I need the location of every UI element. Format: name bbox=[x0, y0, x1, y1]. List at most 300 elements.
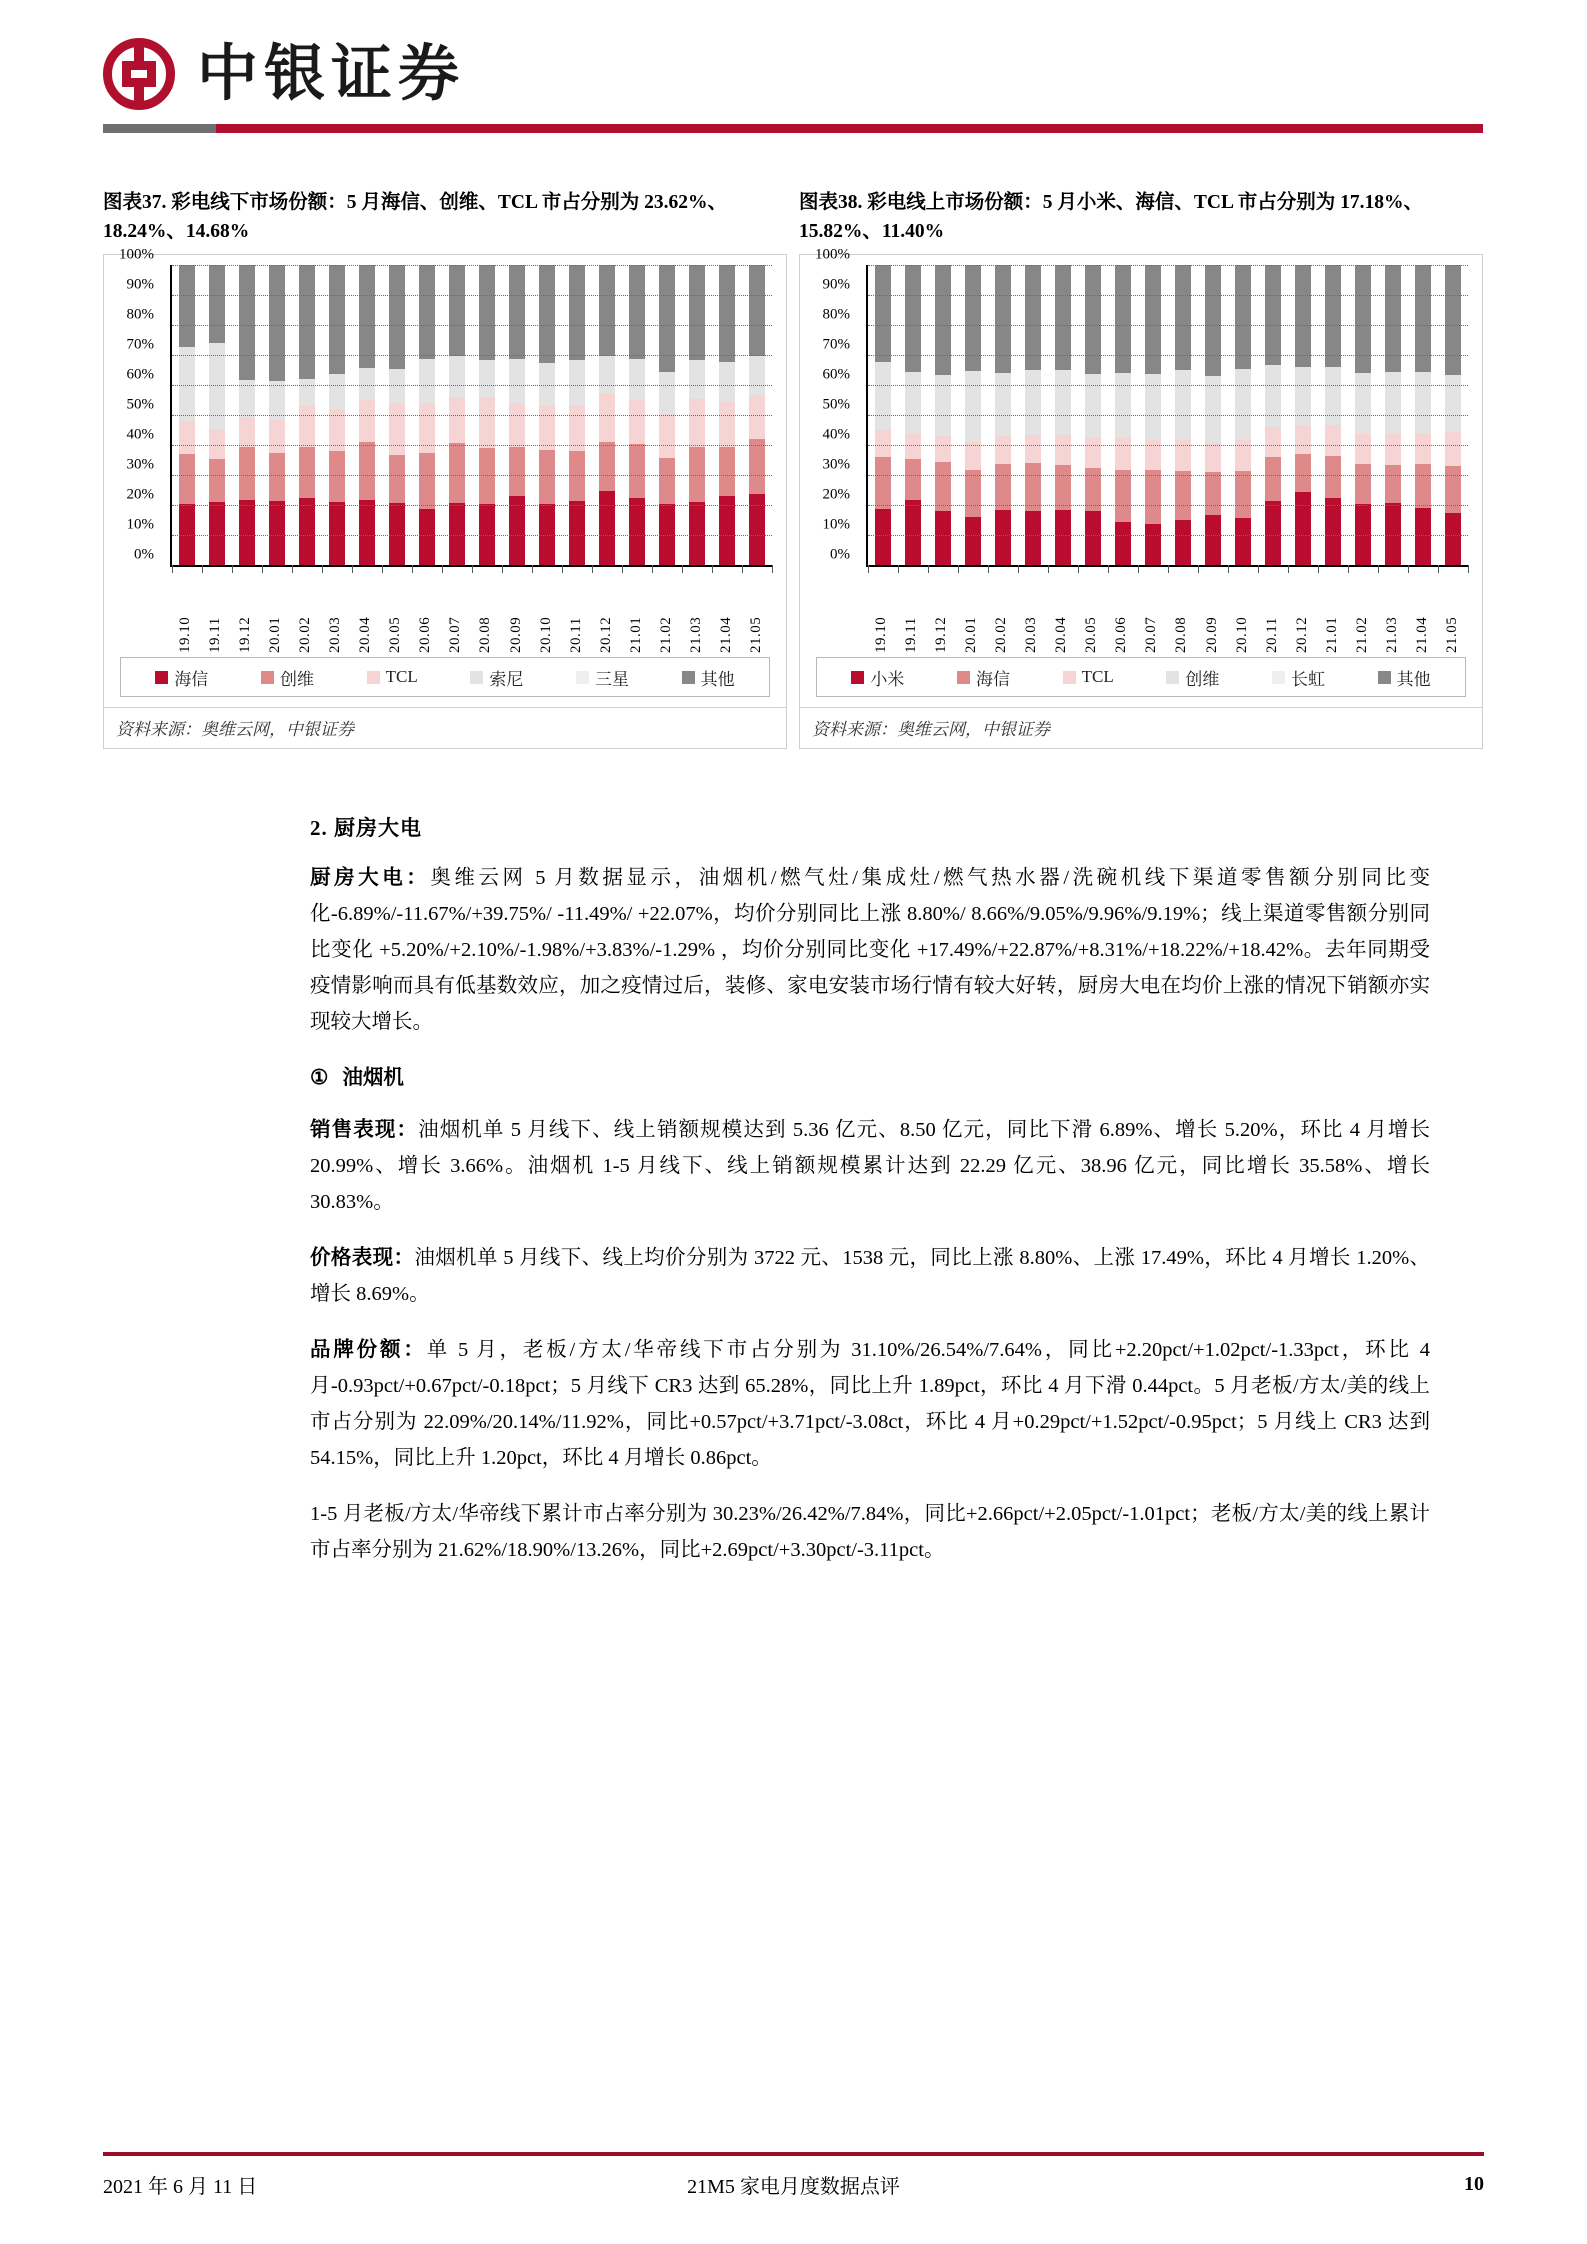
bar-segment bbox=[1025, 370, 1042, 435]
legend-item bbox=[367, 667, 418, 687]
bar-segment bbox=[719, 362, 736, 403]
figure-37-legend bbox=[120, 657, 770, 697]
paragraph-sales-performance bbox=[310, 1112, 1430, 1220]
y-tick-label: 40% bbox=[126, 426, 154, 443]
bar-segment bbox=[299, 406, 316, 447]
bar-segment bbox=[1115, 522, 1132, 565]
x-tick-label: 20.05 bbox=[1083, 616, 1100, 653]
bar-segment bbox=[1115, 438, 1132, 470]
bar-segment bbox=[1445, 375, 1462, 432]
bar-segment bbox=[965, 371, 982, 442]
legend-item bbox=[1063, 667, 1114, 687]
bar-segment bbox=[1325, 425, 1342, 456]
legend-swatch-icon bbox=[261, 671, 274, 684]
figure-38-y-axis bbox=[800, 246, 856, 563]
bar-segment bbox=[239, 265, 256, 380]
bar-segment bbox=[569, 265, 586, 360]
gridline bbox=[868, 445, 1468, 446]
gridline bbox=[172, 325, 772, 326]
bar-segment bbox=[509, 496, 526, 565]
footer-date: 2021 年 6 月 11 日 bbox=[103, 2176, 258, 2198]
bar-segment bbox=[1205, 515, 1222, 565]
figure-37-title: 图表37. 彩电线下市场份额：5 月海信、创维、TCL 市占分别为 23.62%、18.24%、14.68% bbox=[103, 192, 728, 242]
legend-swatch-icon bbox=[682, 671, 695, 684]
legend-swatch-icon bbox=[1063, 671, 1076, 684]
bar-segment bbox=[599, 491, 616, 565]
bar-segment bbox=[995, 436, 1012, 464]
bar-segment bbox=[299, 265, 316, 379]
x-tick-label: 20.02 bbox=[296, 616, 313, 653]
legend-swatch-icon bbox=[1378, 671, 1391, 684]
bar-segment bbox=[1145, 470, 1162, 524]
bar-segment bbox=[1085, 511, 1102, 565]
figure-38-source: 资料来源：奥维云网，中银证券 bbox=[800, 707, 1482, 748]
x-tick-label: 20.10 bbox=[537, 616, 554, 653]
bar-segment bbox=[1115, 265, 1132, 373]
bar-segment bbox=[629, 359, 646, 400]
bar-segment bbox=[599, 393, 616, 442]
y-tick-label: 80% bbox=[822, 306, 850, 323]
bar-segment bbox=[659, 458, 676, 504]
legend-swatch-icon bbox=[470, 671, 483, 684]
bar-segment bbox=[449, 397, 466, 443]
y-tick-label: 80% bbox=[126, 306, 154, 323]
paragraph-2-text: 油烟机单 5 月线下、线上销额规模达到 5.36 亿元、8.50 亿元，同比下滑 6.89%、增长 5.20%，环比 4 月增长 20.99%、增长 3.66%。油烟机 1-5 月线下、线上销额规模累计达到 22.29 亿元、38.96 亿元，同比增长 35.58%、增长 30.83%。 bbox=[310, 1119, 1431, 1213]
figure-38-plot bbox=[866, 265, 1468, 567]
bar-segment bbox=[359, 265, 376, 368]
paragraph-brand-share bbox=[310, 1332, 1430, 1476]
bar-segment bbox=[239, 447, 256, 500]
bar-segment bbox=[569, 501, 586, 565]
bar-segment bbox=[1415, 433, 1432, 464]
bar-segment bbox=[329, 374, 346, 409]
bar-segment bbox=[479, 265, 496, 360]
legend-swatch-icon bbox=[1166, 671, 1179, 684]
bar-segment bbox=[269, 265, 286, 381]
legend-item bbox=[261, 665, 314, 690]
bar-segment bbox=[599, 356, 616, 394]
gridline bbox=[868, 265, 1468, 266]
bar-segment bbox=[269, 453, 286, 501]
bar-segment bbox=[569, 405, 586, 451]
page-footer bbox=[103, 2152, 1484, 2199]
bar-segment bbox=[965, 470, 982, 517]
bar-segment bbox=[389, 369, 406, 403]
gridline bbox=[868, 325, 1468, 326]
legend-swatch-icon bbox=[576, 671, 589, 684]
page-header bbox=[0, 0, 1587, 175]
legend-label: TCL bbox=[1081, 667, 1114, 686]
gridline bbox=[868, 475, 1468, 476]
paragraph-kitchen-overview bbox=[310, 860, 1430, 1040]
bar-segment bbox=[995, 510, 1012, 566]
gridline bbox=[868, 295, 1468, 296]
subsection-marker: ① bbox=[310, 1067, 329, 1089]
paragraph-4-lead: 品牌份额： bbox=[310, 1339, 427, 1361]
paragraph-cumulative-share: 1-5 月老板/方太/华帝线下累计市占率分别为 30.23%/26.42%/7.84%，同比+2.66pct/+2.05pct/-1.01pct；老板/方太/美的线上累计市占率分别为 21.62%/18.90%/13.26%，同比+2.69pct/+3.30pct/-3.11pct。 bbox=[310, 1503, 1430, 1561]
y-tick-label: 10% bbox=[126, 516, 154, 533]
bar-segment bbox=[1355, 265, 1372, 373]
bar-segment bbox=[1445, 513, 1462, 565]
bar-segment bbox=[449, 265, 466, 356]
bar-segment bbox=[905, 459, 922, 500]
bar-segment bbox=[1055, 435, 1072, 465]
bar-segment bbox=[329, 451, 346, 502]
bar-segment bbox=[935, 462, 952, 511]
x-tick-label: 19.11 bbox=[902, 617, 919, 653]
x-tick-label: 20.08 bbox=[477, 616, 494, 653]
bar-segment bbox=[1385, 434, 1402, 464]
y-tick-label: 70% bbox=[126, 336, 154, 353]
bar-segment bbox=[689, 399, 706, 447]
bar-segment bbox=[1355, 434, 1372, 463]
bar-segment bbox=[479, 360, 496, 397]
y-tick-label: 30% bbox=[822, 456, 850, 473]
bar-segment bbox=[1325, 456, 1342, 497]
footer-page-number: 10 bbox=[1463, 2173, 1484, 2195]
bar-segment bbox=[1415, 508, 1432, 565]
bar-segment bbox=[509, 265, 526, 359]
bar-segment bbox=[419, 509, 436, 565]
bar-segment bbox=[995, 464, 1012, 509]
gridline bbox=[868, 355, 1468, 356]
bar-segment bbox=[995, 373, 1012, 436]
gridline bbox=[172, 265, 772, 266]
legend-swatch-icon bbox=[851, 671, 864, 684]
x-tick-label: 20.03 bbox=[1023, 616, 1040, 653]
bar-segment bbox=[719, 496, 736, 565]
bar-segment bbox=[209, 502, 226, 565]
bar-segment bbox=[1025, 511, 1042, 565]
bar-segment bbox=[749, 356, 766, 396]
y-tick-label: 100% bbox=[815, 246, 850, 263]
x-tick-label: 21.01 bbox=[627, 616, 644, 653]
bar-segment bbox=[1085, 438, 1102, 467]
x-tick-label: 21.04 bbox=[1414, 616, 1431, 653]
x-tick-label: 20.10 bbox=[1233, 616, 1250, 653]
x-tick-label: 21.04 bbox=[718, 616, 735, 653]
bar-segment bbox=[1175, 520, 1192, 565]
bar-segment bbox=[359, 500, 376, 565]
legend-swatch-icon bbox=[1272, 671, 1285, 684]
figure-38-legend bbox=[816, 657, 1466, 697]
gridline bbox=[868, 535, 1468, 536]
section-heading: 2. 厨房大电 bbox=[310, 816, 422, 840]
figure-37-y-axis bbox=[104, 246, 160, 563]
x-tick-label: 20.05 bbox=[387, 616, 404, 653]
legend-item bbox=[851, 665, 904, 690]
legend-label: 长虹 bbox=[1290, 669, 1325, 689]
x-tick-label: 20.11 bbox=[567, 617, 584, 653]
paragraph-1-text: 奥维云网 5 月数据显示，油烟机/燃气灶/集成灶/燃气热水器/洗碗机线下渠道零售额分别同比变化-6.89%/-11.67%/+39.75%/ -11.49%/ +22.07%，均价分别同比上涨 8.80%/ 8.66%/9.05%/9.96%/9.19%；线上渠道零售额分别同比变化 +5.20%/+2.10%/-1.98%/+3.83%/-1.29% ，均价分别同比变化 +17.49%/+22.87%/+8.31%/+18.22%/+18.42%。去年同期受疫情影响而具有低基数效应，加之疫情过后，装修、家电安装市场行情有较大好转，厨房大电在均价上涨的情况下销额亦实现较大增长。 bbox=[310, 867, 1430, 1033]
legend-item bbox=[470, 665, 523, 690]
x-tick-label: 21.03 bbox=[688, 616, 705, 653]
paragraph-3-lead: 价格表现： bbox=[310, 1247, 415, 1269]
bar-segment bbox=[419, 453, 436, 509]
bar-segment bbox=[689, 265, 706, 360]
x-tick-label: 19.10 bbox=[872, 616, 889, 653]
gridline bbox=[868, 385, 1468, 386]
gridline bbox=[172, 475, 772, 476]
x-tick-label: 20.11 bbox=[1263, 617, 1280, 653]
bar-segment bbox=[1025, 463, 1042, 511]
footer-rule bbox=[103, 2152, 1484, 2156]
bar-segment bbox=[569, 360, 586, 404]
bar-segment bbox=[875, 457, 892, 509]
bar-segment bbox=[1295, 492, 1312, 565]
x-tick bbox=[1468, 565, 1469, 573]
bar-segment bbox=[359, 400, 376, 442]
bar-segment bbox=[1355, 464, 1372, 505]
bar-segment bbox=[1325, 498, 1342, 566]
legend-label: 创维 bbox=[1185, 669, 1220, 689]
bar-segment bbox=[1265, 501, 1282, 565]
y-tick-label: 70% bbox=[822, 336, 850, 353]
bar-segment bbox=[629, 444, 646, 498]
bar-segment bbox=[1325, 367, 1342, 425]
gridline bbox=[172, 355, 772, 356]
bar-segment bbox=[539, 450, 556, 503]
bar-segment bbox=[1055, 510, 1072, 565]
x-tick-label: 20.09 bbox=[1203, 616, 1220, 653]
bar-segment bbox=[389, 265, 406, 369]
y-tick-label: 90% bbox=[822, 276, 850, 293]
legend-item bbox=[1166, 665, 1219, 690]
y-tick-label: 30% bbox=[126, 456, 154, 473]
legend-item bbox=[957, 665, 1010, 690]
bar-segment bbox=[629, 498, 646, 565]
bar-segment bbox=[179, 421, 196, 453]
figures-row bbox=[103, 188, 1484, 749]
bar-segment bbox=[269, 501, 286, 565]
company-name: 中银证券 bbox=[197, 40, 466, 108]
bar-segment bbox=[599, 442, 616, 491]
bar-segment bbox=[629, 265, 646, 359]
x-tick-label: 20.12 bbox=[597, 616, 614, 653]
bar-segment bbox=[659, 372, 676, 414]
bar-segment bbox=[1295, 425, 1312, 454]
bar-segment bbox=[659, 414, 676, 458]
bar-segment bbox=[209, 265, 226, 343]
bar-segment bbox=[1295, 454, 1312, 492]
legend-item bbox=[1272, 665, 1325, 690]
x-tick-label: 20.01 bbox=[962, 616, 979, 653]
bar-segment bbox=[1385, 465, 1402, 504]
bar-segment bbox=[299, 498, 316, 565]
x-tick-label: 21.01 bbox=[1323, 616, 1340, 653]
legend-item bbox=[155, 665, 208, 690]
x-tick-label: 20.09 bbox=[507, 616, 524, 653]
figure-37-x-axis bbox=[170, 567, 772, 653]
bar-segment bbox=[905, 372, 922, 434]
bar-segment bbox=[1175, 471, 1192, 520]
bar-segment bbox=[449, 356, 466, 397]
y-tick-label: 0% bbox=[134, 546, 154, 563]
x-tick-label: 20.06 bbox=[417, 616, 434, 653]
footer-doc-title: 21M5 家电月度数据点评 bbox=[687, 2176, 900, 2198]
gridline bbox=[172, 505, 772, 506]
bar-segment bbox=[1175, 370, 1192, 441]
gridline bbox=[172, 385, 772, 386]
x-tick-label: 19.12 bbox=[932, 616, 949, 653]
legend-label: 小米 bbox=[870, 669, 905, 689]
y-tick-label: 90% bbox=[126, 276, 154, 293]
bar-segment bbox=[995, 265, 1012, 373]
bar-segment bbox=[539, 406, 556, 451]
bar-segment bbox=[689, 502, 706, 565]
y-tick-label: 40% bbox=[822, 426, 850, 443]
bar-segment bbox=[1085, 374, 1102, 438]
bar-segment bbox=[905, 265, 922, 372]
bar-segment bbox=[719, 402, 736, 447]
bar-segment bbox=[299, 447, 316, 498]
bar-segment bbox=[875, 362, 892, 430]
bar-segment bbox=[239, 417, 256, 447]
bar-segment bbox=[449, 443, 466, 503]
y-tick-label: 50% bbox=[822, 396, 850, 413]
bar-segment bbox=[629, 400, 646, 444]
x-tick-label: 20.12 bbox=[1293, 616, 1310, 653]
gridline bbox=[868, 415, 1468, 416]
bar-segment bbox=[509, 403, 526, 448]
bar-segment bbox=[389, 403, 406, 455]
bar-segment bbox=[1115, 373, 1132, 438]
bar-segment bbox=[599, 265, 616, 356]
x-tick-label: 20.07 bbox=[447, 616, 464, 653]
bar-segment bbox=[179, 454, 196, 504]
bar-segment bbox=[719, 447, 736, 496]
x-tick-label: 20.03 bbox=[327, 616, 344, 653]
y-tick-label: 50% bbox=[126, 396, 154, 413]
bar-segment bbox=[905, 500, 922, 565]
bar-segment bbox=[749, 395, 766, 439]
company-logo bbox=[103, 38, 465, 110]
legend-item bbox=[682, 665, 735, 690]
gridline bbox=[172, 295, 772, 296]
bar-segment bbox=[875, 509, 892, 565]
y-tick-label: 60% bbox=[126, 366, 154, 383]
figure-38 bbox=[799, 188, 1483, 749]
bar-segment bbox=[1055, 465, 1072, 511]
y-tick-label: 100% bbox=[119, 246, 154, 263]
figure-37-chart bbox=[104, 246, 786, 655]
bar-segment bbox=[1235, 471, 1252, 518]
bar-segment bbox=[1355, 373, 1372, 435]
bar-segment bbox=[719, 265, 736, 362]
x-tick-label: 20.06 bbox=[1113, 616, 1130, 653]
bar-segment bbox=[179, 265, 196, 347]
paragraph-2-lead: 销售表现： bbox=[310, 1119, 419, 1141]
bar-segment bbox=[905, 434, 922, 459]
legend-swatch-icon bbox=[155, 671, 168, 684]
bar-segment bbox=[269, 420, 286, 452]
x-tick-label: 21.03 bbox=[1384, 616, 1401, 653]
x-tick-label: 19.12 bbox=[236, 616, 253, 653]
bar-segment bbox=[329, 502, 346, 565]
bar-segment bbox=[419, 359, 436, 404]
figure-38-title: 图表38. 彩电线上市场份额：5 月小米、海信、TCL 市占分别为 17.18%、15.82%、11.40% bbox=[799, 192, 1424, 242]
bar-segment bbox=[965, 517, 982, 565]
subsection-heading-rangehood bbox=[310, 1060, 1430, 1090]
x-tick-label: 21.02 bbox=[658, 616, 675, 653]
legend-label: 创维 bbox=[279, 669, 314, 689]
bar-segment bbox=[1385, 372, 1402, 434]
article-body bbox=[310, 812, 1430, 1588]
bar-segment bbox=[479, 397, 496, 448]
x-tick-label: 20.02 bbox=[992, 616, 1009, 653]
bar-segment bbox=[1205, 472, 1222, 515]
bar-segment bbox=[1445, 466, 1462, 513]
x-tick-label: 21.02 bbox=[1354, 616, 1371, 653]
figure-38-chart bbox=[800, 246, 1482, 655]
bar-segment bbox=[509, 359, 526, 403]
bar-segment bbox=[389, 455, 406, 503]
bar-segment bbox=[299, 379, 316, 406]
bar-segment bbox=[1205, 443, 1222, 472]
legend-label: 三星 bbox=[594, 669, 629, 689]
legend-label: 其他 bbox=[1396, 669, 1431, 689]
bank-of-china-logo-icon bbox=[103, 38, 175, 110]
figure-37-plot bbox=[170, 265, 772, 567]
bar-segment bbox=[1415, 372, 1432, 433]
legend-item bbox=[576, 665, 629, 690]
gridline bbox=[868, 505, 1468, 506]
bar-segment bbox=[1235, 518, 1252, 565]
bar-segment bbox=[209, 429, 226, 458]
bar-segment bbox=[875, 430, 892, 456]
bar-segment bbox=[239, 500, 256, 565]
bar-segment bbox=[935, 375, 952, 436]
x-tick-label: 21.05 bbox=[1444, 616, 1461, 653]
x-tick-label: 19.10 bbox=[176, 616, 193, 653]
legend-item bbox=[1378, 665, 1431, 690]
legend-label: 其他 bbox=[700, 669, 735, 689]
bar-segment bbox=[1145, 265, 1162, 374]
bar-segment bbox=[359, 368, 376, 400]
gridline bbox=[172, 415, 772, 416]
x-tick-label: 20.08 bbox=[1173, 616, 1190, 653]
legend-swatch-icon bbox=[957, 671, 970, 684]
bar-segment bbox=[1325, 265, 1342, 367]
legend-swatch-icon bbox=[367, 671, 380, 684]
bar-segment bbox=[1445, 265, 1462, 375]
bar-segment bbox=[1205, 376, 1222, 442]
bar-segment bbox=[1235, 265, 1252, 369]
bar-segment bbox=[875, 265, 892, 362]
bar-segment bbox=[1415, 464, 1432, 508]
header-rule bbox=[103, 124, 1483, 133]
bar-segment bbox=[1085, 265, 1102, 374]
bar-segment bbox=[1445, 432, 1462, 466]
bar-segment bbox=[1295, 367, 1312, 426]
bar-segment bbox=[1025, 435, 1042, 463]
legend-label: 海信 bbox=[174, 669, 209, 689]
bar-segment bbox=[539, 265, 556, 363]
figure-38-x-axis bbox=[866, 567, 1468, 653]
gridline bbox=[172, 445, 772, 446]
bar-segment bbox=[179, 347, 196, 422]
gridline bbox=[172, 535, 772, 536]
bar-segment bbox=[419, 265, 436, 359]
x-tick-label: 20.04 bbox=[1053, 616, 1070, 653]
paragraph-4-text: 单 5 月，老板/方太/华帝线下市占分别为 31.10%/26.54%/7.64%，同比+2.20pct/+1.02pct/-1.33pct，环比 4 月-0.93pct/+0.67pct/-0.18pct；5 月线下 CR3 达到 65.28%，同比上升 1.89pct，环比 4 月下滑 0.44pct。5 月老板/方太/美的线上市占分别为 22.09%/20.14%/11.92%，同比+0.57pct/+3.71pct/-3.08ct，环比 4 月+0.29pct/+1.52pct/-0.95pct；5 月线上 CR3 达到 54.15%，同比上升 1.20pct，环比 4 月增长 0.86pct。 bbox=[310, 1339, 1430, 1469]
bar-segment bbox=[1055, 370, 1072, 435]
x-tick-label: 20.07 bbox=[1143, 616, 1160, 653]
bar-segment bbox=[749, 439, 766, 494]
subsection-title: 油烟机 bbox=[342, 1067, 404, 1089]
bar-segment bbox=[359, 442, 376, 500]
bar-segment bbox=[449, 503, 466, 565]
